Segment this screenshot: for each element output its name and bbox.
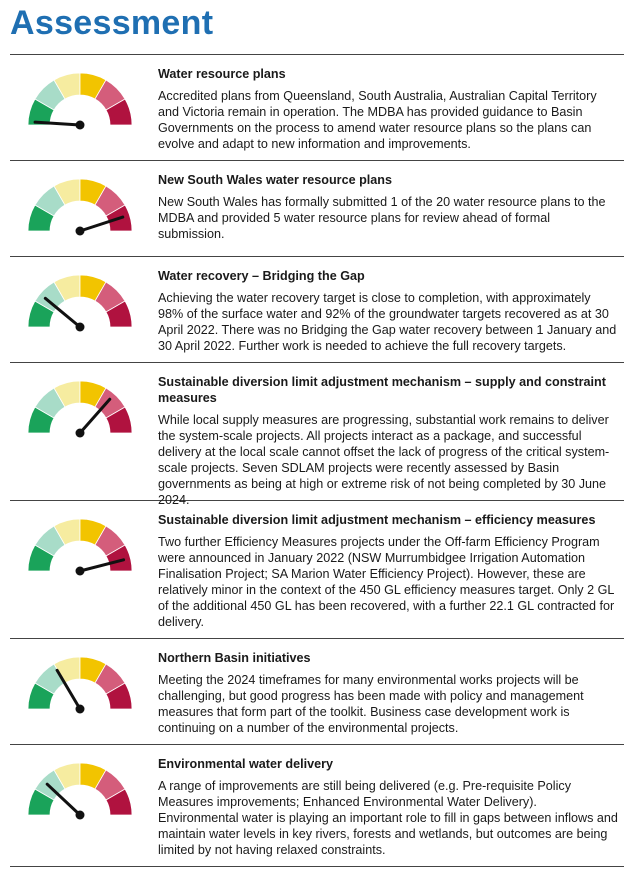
row-title: Water recovery – Bridging the Gap xyxy=(158,269,365,283)
row-body: Accredited plans from Queensland, South Australia, Australian Capital Territory and Victoria remain in operation. The MDBA has provided guidance to Basin Governments on the process to amend water resource plans so the plans can evolve and adapt to new information and improvements. xyxy=(158,89,597,151)
row-body: Two further Efficiency Measures projects under the Off-farm Efficiency Program were announced in January 2022 (NSW Murrumbidgee Irrigation Automation Finalisation Project; SA Marion Water Efficiency Project). However, these are relatively minor in the context of the 450 GL efficiency measures target. Only 2 GL of the additional 450 GL has been recovered, with a further 22.1 GL contracted for delivery. xyxy=(158,535,615,629)
gauge-hub xyxy=(76,323,85,332)
row-body: New South Wales has formally submitted 1 of the 20 water resource plans to the MDBA and provided 5 water resource plans for review ahead of formal submission. xyxy=(158,195,606,241)
assessment-row-water-resource-plans xyxy=(10,55,624,161)
row-title: Environmental water delivery xyxy=(158,757,333,771)
gauge-hub xyxy=(76,429,85,438)
progress-gauge-icon xyxy=(24,175,136,237)
gauge-hub xyxy=(76,121,85,130)
row-title: New South Wales water resource plans xyxy=(158,173,392,187)
gauge-hub xyxy=(76,811,85,820)
assessment-row-nsw-water-resource-plans xyxy=(10,161,624,257)
assessment-list xyxy=(10,54,624,867)
page-title: Assessment xyxy=(10,4,214,42)
row-title: Water resource plans xyxy=(158,67,286,81)
assessment-row-sdlam-efficiency xyxy=(10,501,624,639)
progress-gauge-icon xyxy=(24,377,136,439)
row-body: A range of improvements are still being delivered (e.g. Pre-requisite Policy Measures improvements; Enhanced Environmental Water Delivery). Environmental water is playing an important role to fill in gaps between inflows and maintain water levels in key rivers, forests and wetlands, but outcomes are being limited by not having relaxed constraints. xyxy=(158,779,618,857)
progress-gauge-icon xyxy=(24,271,136,333)
assessment-row-sdlam-supply-constraint xyxy=(10,363,624,507)
row-body: Meeting the 2024 timeframes for many environmental works projects will be challenging, but good progress has been made with policy and management measures that form part of the toolkit. Business case development work is continuing on a number of the environmental projects. xyxy=(158,673,584,735)
assessment-row-northern-basin xyxy=(10,639,624,745)
gauge-hub xyxy=(76,227,85,236)
progress-gauge-icon xyxy=(24,515,136,577)
row-body: Achieving the water recovery target is close to completion, with approximately 98% of the surface water and 92% of the groundwater targets recovered as at 30 April 2022. There was no Bridging the Gap water recovery between 1 January and 30 April 2022. Further work is needed to achieve the full recovery targets. xyxy=(158,291,617,353)
progress-gauge-icon xyxy=(24,69,136,131)
gauge-hub xyxy=(76,567,85,576)
assessment-row-water-recovery xyxy=(10,257,624,363)
progress-gauge-icon xyxy=(24,653,136,715)
row-body: While local supply measures are progressing, substantial work remains to deliver the system-scale projects. All projects interact as a package, and successful delivery at the local scale cannot offset the lack of progress of the critical system-scale projects. Seven SDLAM projects were recently assessed by Basin governments as being at high or extreme risk of not being completed by 30 June 2024. xyxy=(158,413,610,507)
gauge-hub xyxy=(76,705,85,714)
row-title: Northern Basin initiatives xyxy=(158,651,311,665)
assessment-row-environmental-water xyxy=(10,745,624,867)
progress-gauge-icon xyxy=(24,759,136,821)
row-title: Sustainable diversion limit adjustment mechanism – efficiency measures xyxy=(158,513,596,527)
row-title: Sustainable diversion limit adjustment mechanism – supply and constraint measures xyxy=(158,375,606,405)
